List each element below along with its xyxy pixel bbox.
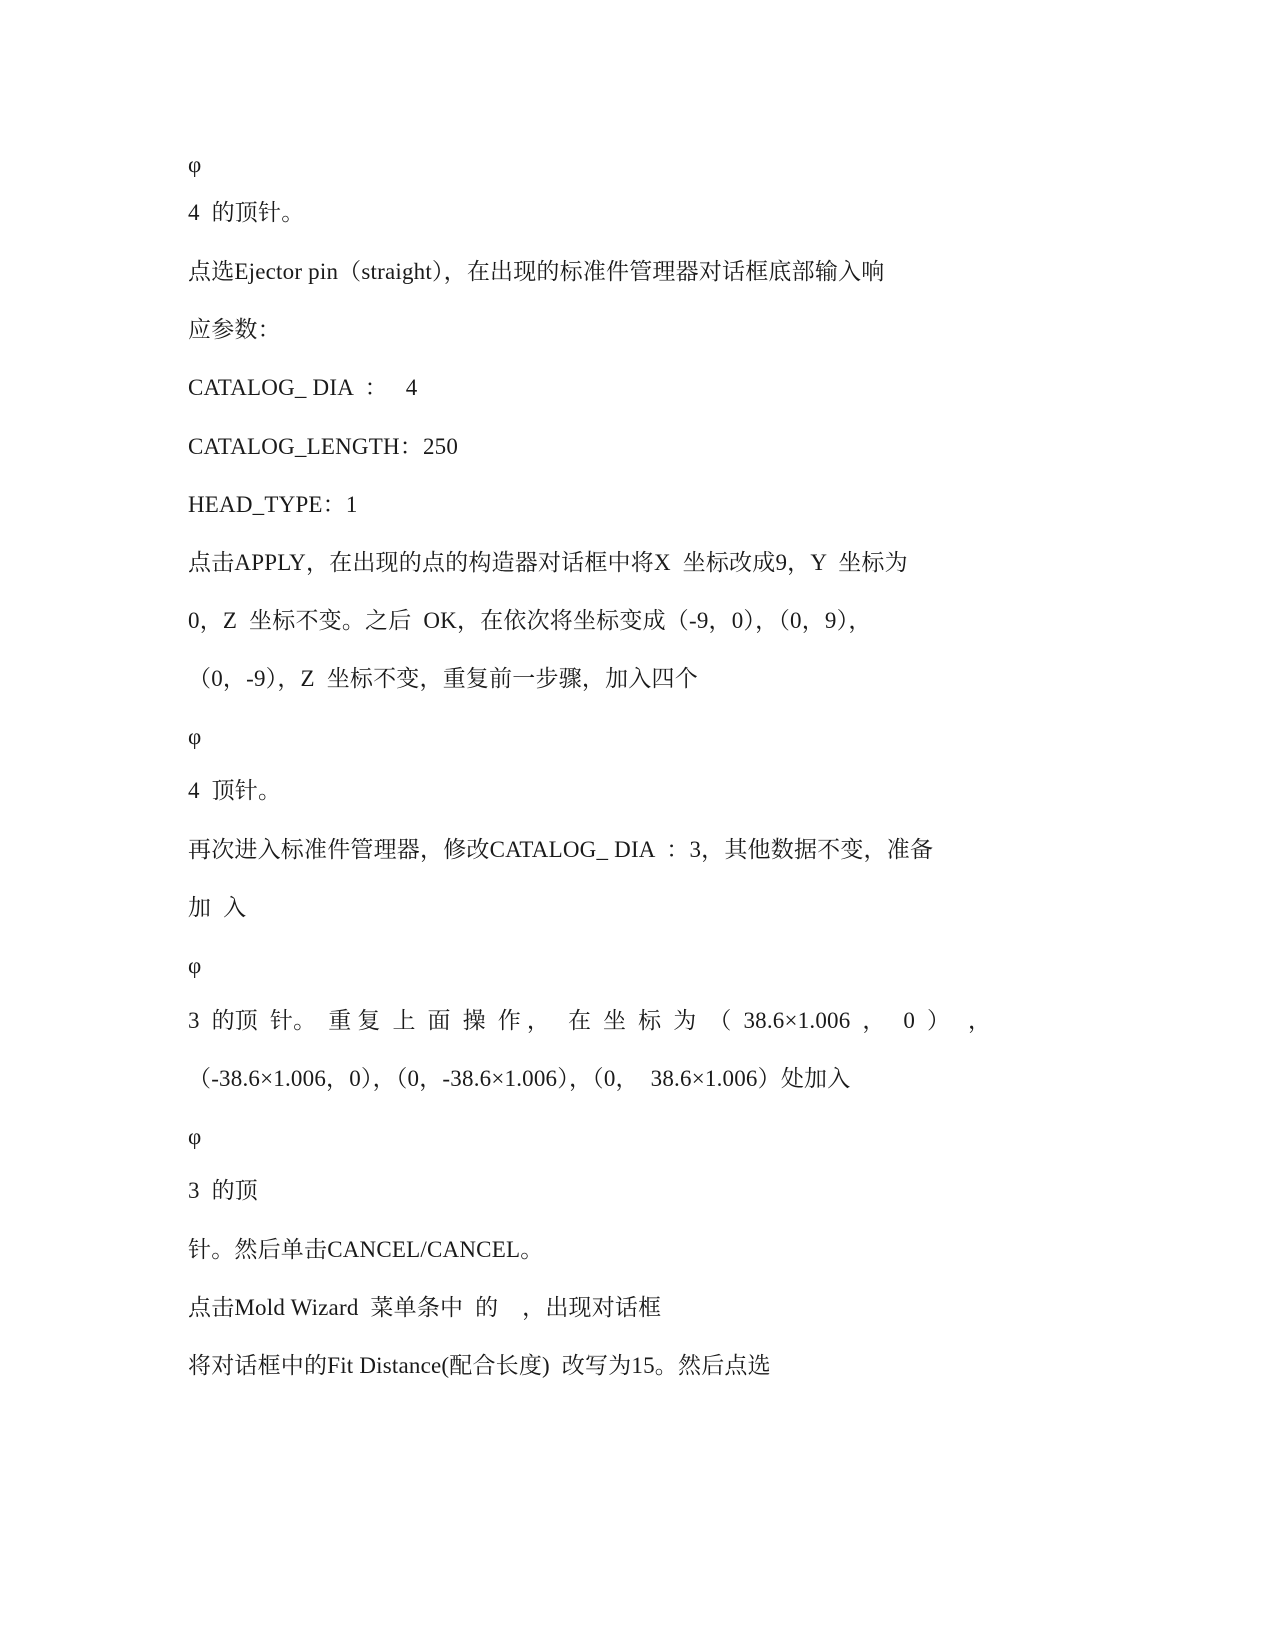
text-line: 点击APPLY，在出现的点的构造器对话框中将X 坐标改成9，Y 坐标为 <box>188 550 908 575</box>
text-line: CATALOG_ DIA ： 4 <box>188 375 418 400</box>
text-line: 应参数： <box>188 317 281 342</box>
text-line: φ <box>188 152 202 177</box>
text-line: φ <box>188 724 202 749</box>
text-line: 3 的顶 <box>188 1178 258 1203</box>
text-line: 0，Z 坐标不变。之后 OK，在依次将坐标变成（-9，0），（0，9）， <box>188 608 872 633</box>
text-line: 将对话框中的Fit Distance(配合长度) 改写为15。然后点选 <box>188 1353 771 1378</box>
text-line: 4 的顶针。 <box>188 200 305 225</box>
text-line: 4 顶针。 <box>188 778 282 803</box>
text-line: HEAD_TYPE：1 <box>188 492 358 517</box>
text-line: φ <box>188 953 202 978</box>
text-line: 点选Ejector pin（straight），在出现的标准件管理器对话框底部输入响 <box>188 259 885 284</box>
text-line: （0，-9），Z 坐标不变，重复前一步骤，加入四个 <box>188 666 698 691</box>
text-line: 3 的顶 针。 重 复 上 面 操 作 ， 在 坐 标 为 （ 38.6×1.006 ， 0 ） ， <box>188 1008 992 1033</box>
text-line: 针。然后单击CANCEL/CANCEL。 <box>188 1237 544 1262</box>
text-line: φ <box>188 1124 202 1149</box>
text-line: CATALOG_LENGTH：250 <box>188 434 459 459</box>
text-line: 再次进入标准件管理器，修改CATALOG_ DIA ：3，其他数据不变，准备 <box>188 837 934 862</box>
text-line: （-38.6×1.006，0），（0，-38.6×1.006），（0， 38.6×1.006）处加入 <box>188 1066 851 1091</box>
text-line: 点击Mold Wizard 菜单条中 的 ，出现对话框 <box>188 1295 662 1320</box>
text-line: 加 入 <box>188 895 247 920</box>
